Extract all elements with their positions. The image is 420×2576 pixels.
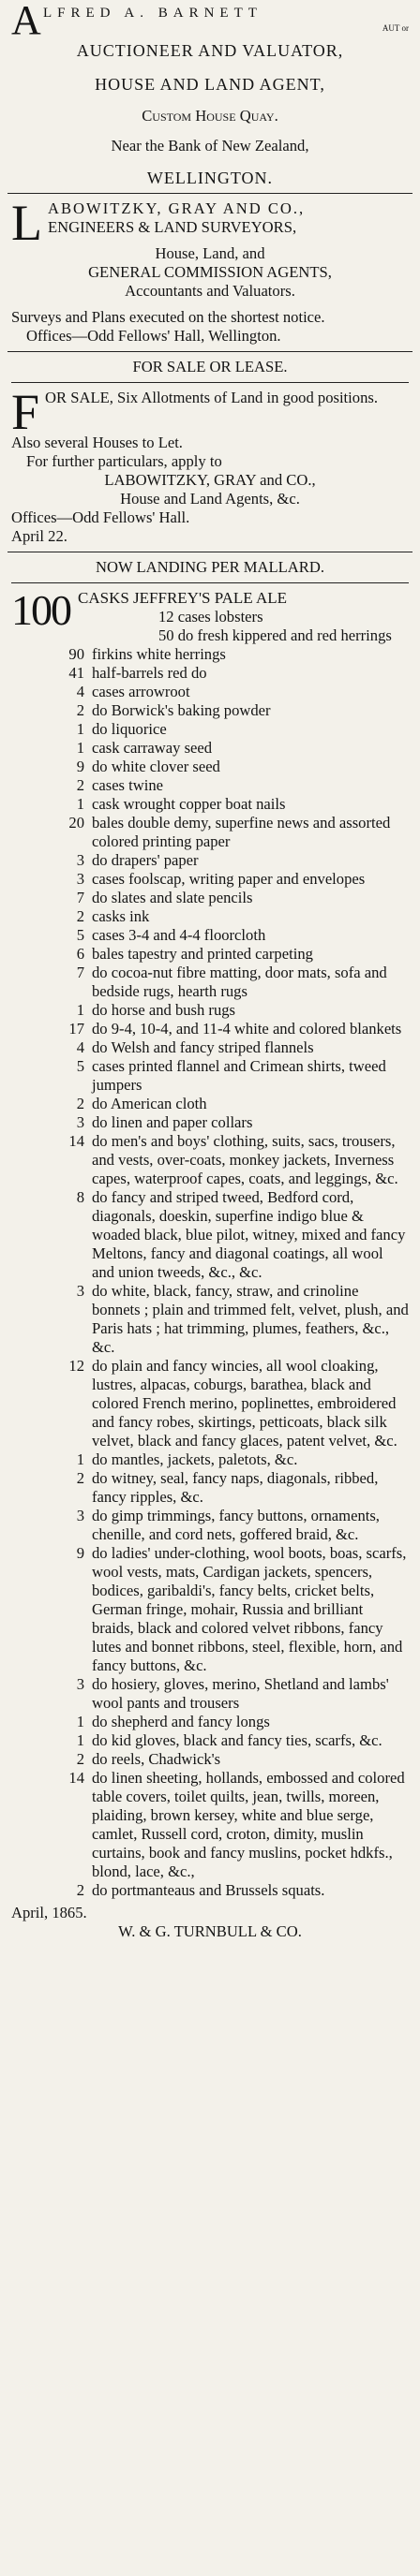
item-description: cases printed flannel and Crimean shirts, tweed jumpers bbox=[92, 1057, 386, 1094]
item-description: bales tapestry and printed carpeting bbox=[92, 945, 313, 963]
mallard-date: April, 1865. bbox=[11, 1904, 87, 1921]
item-quantity: 3 bbox=[76, 1113, 84, 1131]
list-item bbox=[11, 907, 409, 926]
item-description: cases 3-4 and 4-4 floorcloth bbox=[92, 926, 266, 944]
item-quantity: 14 bbox=[68, 1769, 84, 1787]
item-description: do linen and paper collars bbox=[92, 1113, 253, 1131]
list-item bbox=[11, 1750, 409, 1769]
item-quantity: 4 bbox=[76, 1038, 84, 1056]
item-quantity: 5 bbox=[76, 1057, 84, 1075]
sale-line-1: OR SALE, Six Allotments of Land in good positions. bbox=[45, 389, 378, 406]
labowitzky-line-7: Offices—Odd Fellows' Hall, Wellington. bbox=[26, 327, 281, 345]
list-item bbox=[11, 645, 409, 664]
sale-line-3: For further particulars, apply to bbox=[26, 452, 222, 470]
item-description: do portmanteaus and Brussels squats. bbox=[92, 1881, 325, 1899]
barnett-city: WELLINGTON. bbox=[146, 169, 274, 187]
sale-line-6: Offices—Odd Fellows' Hall. bbox=[11, 508, 190, 526]
item-description: do slates and slate pencils bbox=[92, 889, 253, 906]
list-item bbox=[11, 1282, 409, 1357]
item-description: do cocoa-nut fibre matting, door mats, sofa and bedside rugs, hearth rugs bbox=[92, 964, 387, 1000]
item-quantity: 9 bbox=[76, 1544, 84, 1562]
list-item bbox=[11, 870, 409, 889]
list-item bbox=[11, 701, 409, 720]
item-quantity: 1 bbox=[76, 739, 84, 757]
item-quantity: 1 bbox=[76, 1731, 84, 1749]
item-description: half-barrels red do bbox=[92, 664, 207, 682]
item-description: do linen sheeting, hollands, embossed and colored table covers, toilet quilts, jean, twills, moreen, plaiding, brown kersey, white and blue serge, camlet, Russell cord, croton, dimity, muslin curtains, book and fancy muslins, pocket hdkfs., blond, lace, &c., bbox=[92, 1769, 405, 1880]
item-description: do gimp trimmings, fancy buttons, ornaments, chenille, and cord nets, goffered braid, &c. bbox=[92, 1507, 380, 1543]
list-item bbox=[11, 1675, 409, 1713]
divider-rule bbox=[8, 351, 412, 352]
labowitzky-line-2: ENGINEERS & LAND SURVEYORS, bbox=[48, 218, 297, 236]
item-description: do horse and bush rugs bbox=[92, 1001, 236, 1019]
list-item bbox=[11, 814, 409, 851]
list-item bbox=[11, 926, 409, 945]
item-description: do ladies' under-clothing, wool boots, boas, scarfs, wool vests, mats, Cardigan jackets, spencers, bodices, garibaldi's, fancy belts, cricket belts, German fringe, mohair, Russia and brilliant braids, black and colored velvet ribbons, fancy lutes and bonnet ribbons, steel, flexible, horn, and fancy buttons, &c. bbox=[92, 1544, 407, 1674]
item-description: 12 cases lobsters bbox=[158, 608, 263, 626]
item-description: do American cloth bbox=[92, 1095, 207, 1112]
item-quantity: 2 bbox=[76, 776, 84, 794]
list-item bbox=[78, 608, 409, 626]
labowitzky-advertisement bbox=[0, 195, 420, 346]
item-quantity: 7 bbox=[76, 889, 84, 906]
mallard-big-number: 100 bbox=[11, 586, 70, 634]
list-item bbox=[11, 720, 409, 739]
item-quantity: 2 bbox=[76, 1095, 84, 1112]
item-description: do shepherd and fancy longs bbox=[92, 1713, 270, 1730]
item-description: casks ink bbox=[92, 907, 150, 925]
item-description: cask carraway seed bbox=[92, 739, 213, 757]
sale-line-7: April 22. bbox=[11, 527, 68, 545]
list-item bbox=[11, 964, 409, 1001]
barnett-address-1: Custom House Quay. bbox=[142, 107, 278, 125]
mallard-advertisement bbox=[0, 558, 420, 1941]
item-quantity bbox=[78, 608, 158, 626]
item-quantity: 3 bbox=[76, 1282, 84, 1300]
list-item bbox=[11, 851, 409, 870]
divider-rule bbox=[11, 582, 409, 583]
item-quantity: 5 bbox=[76, 926, 84, 944]
item-description: do plain and fancy wincies, all wool cloaking, lustres, alpacas, coburgs, barathea, black and colored French merino, poplinettes, embroidered and fancy robes, skirtings, petticoats, black silk velvet, black and fancy glaces, patent velvet, &c. bbox=[92, 1357, 398, 1450]
list-item bbox=[11, 1881, 409, 1900]
item-description: cask wrought copper boat nails bbox=[92, 795, 286, 813]
item-quantity: 7 bbox=[76, 964, 84, 981]
mallard-item-list bbox=[11, 608, 409, 1900]
labowitzky-line-3: House, Land, and bbox=[155, 244, 265, 262]
item-quantity: 1 bbox=[76, 720, 84, 738]
item-quantity: 2 bbox=[76, 907, 84, 925]
item-quantity: 3 bbox=[76, 870, 84, 888]
item-quantity: 8 bbox=[76, 1188, 84, 1206]
barnett-corner-text: AUT or bbox=[382, 23, 409, 33]
list-item bbox=[11, 1713, 409, 1731]
list-item bbox=[11, 758, 409, 776]
item-description: do men's and boys' clothing, suits, sacs, trousers, and vests, over-coats, monkey jackets, Inverness capes, waterproof capes, coats, and leggings, &c. bbox=[92, 1132, 398, 1187]
list-item bbox=[11, 664, 409, 683]
list-item bbox=[11, 1020, 409, 1038]
barnett-address-2: Near the Bank of New Zealand, bbox=[111, 137, 309, 155]
item-description: do mantles, jackets, paletots, &c. bbox=[92, 1450, 298, 1468]
sale-dropcap: F bbox=[11, 384, 40, 440]
item-description: do hosiery, gloves, merino, Shetland and lambs' wool pants and trousers bbox=[92, 1675, 389, 1712]
list-item bbox=[11, 1038, 409, 1057]
labowitzky-line-6: Surveys and Plans executed on the shortest notice. bbox=[11, 308, 325, 326]
labowitzky-line-4: GENERAL COMMISSION AGENTS, bbox=[88, 263, 332, 281]
item-quantity: 3 bbox=[76, 1507, 84, 1524]
item-quantity: 2 bbox=[76, 1750, 84, 1768]
item-description: do white clover seed bbox=[92, 758, 220, 775]
item-quantity: 14 bbox=[68, 1132, 84, 1150]
item-quantity: 1 bbox=[76, 795, 84, 813]
item-description: do drapers' paper bbox=[92, 851, 199, 869]
list-item bbox=[11, 1469, 409, 1507]
item-description: do white, black, fancy, straw, and crinoline bonnets ; plain and trimmed felt, velvet, plush, and Paris hats ; hat trimming, plumes, feathers, &c., &c. bbox=[92, 1282, 409, 1356]
sale-advertisement bbox=[0, 358, 420, 546]
sale-line-4: LABOWITZKY, GRAY and CO., bbox=[104, 471, 316, 489]
item-description: cases twine bbox=[92, 776, 164, 794]
barnett-name: LFRED A. BARNETT bbox=[43, 6, 262, 21]
mallard-first-item: CASKS JEFFREY'S PALE ALE bbox=[78, 589, 288, 607]
list-item bbox=[11, 1450, 409, 1469]
list-item bbox=[11, 776, 409, 795]
item-description: firkins white herrings bbox=[92, 645, 226, 663]
item-quantity: 41 bbox=[68, 664, 84, 682]
barnett-advertisement bbox=[0, 0, 420, 187]
list-item bbox=[11, 1357, 409, 1450]
barnett-dropcap: A bbox=[11, 0, 41, 43]
item-description: do Welsh and fancy striped flannels bbox=[92, 1038, 314, 1056]
item-quantity: 4 bbox=[76, 683, 84, 700]
labowitzky-line-5: Accountants and Valuators. bbox=[125, 282, 295, 300]
item-description: do Borwick's baking powder bbox=[92, 701, 271, 719]
item-quantity: 1 bbox=[76, 1450, 84, 1468]
item-description: do witney, seal, fancy naps, diagonals, ribbed, fancy ripples, &c. bbox=[92, 1469, 379, 1506]
list-item bbox=[11, 1132, 409, 1188]
item-quantity: 9 bbox=[76, 758, 84, 775]
item-quantity: 12 bbox=[68, 1357, 84, 1375]
item-quantity: 17 bbox=[68, 1020, 84, 1038]
barnett-title: AUCTIONEER AND VALUATOR, bbox=[76, 41, 344, 60]
list-item bbox=[11, 1001, 409, 1020]
item-description: do liquorice bbox=[92, 720, 167, 738]
sale-heading: FOR SALE OR LEASE. bbox=[132, 358, 288, 375]
list-item bbox=[78, 626, 409, 645]
list-item bbox=[11, 795, 409, 814]
list-item bbox=[11, 1544, 409, 1675]
item-description: 50 do fresh kippered and red herrings bbox=[158, 626, 392, 644]
item-quantity: 3 bbox=[76, 1675, 84, 1693]
item-quantity: 1 bbox=[76, 1001, 84, 1019]
list-item bbox=[11, 1057, 409, 1095]
list-item bbox=[11, 945, 409, 964]
labowitzky-line-1: ABOWITZKY, GRAY AND CO., bbox=[48, 199, 306, 217]
item-description: cases foolscap, writing paper and envelopes bbox=[92, 870, 366, 888]
item-description: do fancy and striped tweed, Bedford cord, diagonals, doeskin, superfine indigo blue & woaded black, blue pilot, witney, mixed and fancy Meltons, fancy and diagonal coatings, all wool and union tweeds, &c., &c. bbox=[92, 1188, 406, 1281]
item-quantity: 2 bbox=[76, 1469, 84, 1487]
labowitzky-dropcap: L bbox=[11, 195, 42, 251]
item-quantity: 90 bbox=[68, 645, 84, 663]
list-item bbox=[11, 1507, 409, 1544]
list-item bbox=[11, 889, 409, 907]
divider-rule bbox=[8, 193, 412, 194]
item-quantity: 2 bbox=[76, 701, 84, 719]
item-description: do kid gloves, black and fancy ties, scarfs, &c. bbox=[92, 1731, 382, 1749]
list-item bbox=[11, 1188, 409, 1282]
item-description: do 9-4, 10-4, and 11-4 white and colored blankets bbox=[92, 1020, 402, 1038]
item-quantity: 2 bbox=[76, 1881, 84, 1899]
list-item bbox=[11, 683, 409, 701]
sale-line-5: House and Land Agents, &c. bbox=[120, 490, 300, 508]
barnett-subtitle: HOUSE AND LAND AGENT, bbox=[95, 75, 325, 94]
item-description: cases arrowroot bbox=[92, 683, 190, 700]
item-quantity: 1 bbox=[76, 1713, 84, 1730]
mallard-signature: W. & G. TURNBULL & CO. bbox=[118, 1922, 302, 1940]
list-item bbox=[11, 1113, 409, 1132]
list-item bbox=[11, 739, 409, 758]
list-item bbox=[11, 1095, 409, 1113]
item-quantity: 6 bbox=[76, 945, 84, 963]
sale-line-2: Also several Houses to Let. bbox=[11, 434, 183, 451]
item-quantity: 3 bbox=[76, 851, 84, 869]
item-quantity bbox=[78, 626, 158, 645]
mallard-heading: NOW LANDING PER MALLARD. bbox=[96, 558, 324, 576]
list-item bbox=[11, 1731, 409, 1750]
divider-rule bbox=[11, 382, 409, 383]
item-quantity: 20 bbox=[68, 814, 84, 832]
item-description: bales double demy, superfine news and assorted colored printing paper bbox=[92, 814, 391, 850]
item-description: do reels, Chadwick's bbox=[92, 1750, 221, 1768]
list-item bbox=[11, 1769, 409, 1881]
